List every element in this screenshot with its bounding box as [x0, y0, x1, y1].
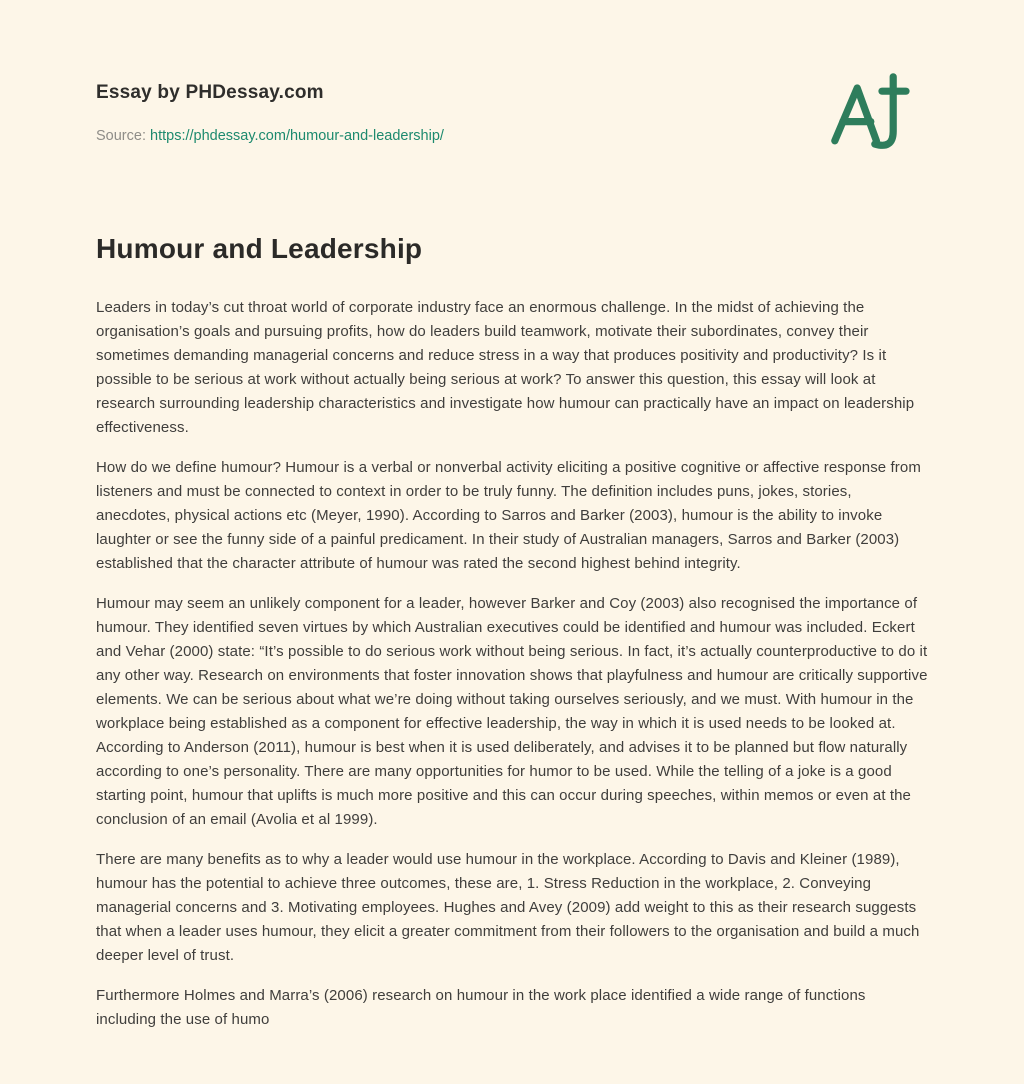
essay-paragraph: Furthermore Holmes and Marra’s (2006) research on humour in the work place identified a wide range of functions including the use of humo	[96, 987, 866, 1028]
essay-byline: Essay by PHDessay.com	[96, 82, 324, 103]
essay-body	[96, 296, 928, 1032]
essay-paragraph: Humour may seem an unlikely component for a leader, however Barker and Coy (2003) also recognised the importance of humour. They identified seven virtues by which Australian executives could be identified and humour was included. Eckert and Vehar (2000) state: “It’s possible to do serious work without being serious. In fact, it’s actually counterproductive to do it any other way. Research on environments that foster innovation shows that playfulness and humour are critically supportive elements. We can be serious about what we’re doing without taking ourselves seriously, and we must. With humour in the workplace being established as a component for effective leadership, the way in which it is used needs to be looked at. According to Anderson (2011), humour is best when it is used deliberately, and advises it to be planned but flow naturally according to one’s personality. There are many opportunities for humor to be used. While the telling of a joke is a good starting point, humour that uplifts is much more positive and this can occur during speeches, within memos or even at the conclusion of an email (Avolia et al 1999).	[96, 595, 928, 828]
essay-paragraph: Leaders in today’s cut throat world of corporate industry face an enormous challenge. In the midst of achieving the organisation’s goals and pursuing profits, how do leaders build teamwork, motivate their subordinates, convey their sometimes demanding managerial concerns and reduce stress in a way that produces positivity and productivity? Is it possible to be serious at work without actually being serious at work? To answer this question, this essay will look at research surrounding leadership characteristics and investigate how humour can practically have an impact on leadership effectiveness.	[96, 299, 915, 436]
source-line	[96, 126, 928, 146]
source-label: Source:	[96, 128, 146, 144]
essay-title: Humour and Leadership	[96, 233, 423, 264]
a-plus-icon	[830, 72, 910, 160]
essay-paragraph: How do we define humour? Humour is a verbal or nonverbal activity eliciting a positive cognitive or affective response from listeners and must be connected to context in order to be truly funny. The definition includes puns, jokes, stories, anecdotes, physical actions etc (Meyer, 1990). According to Sarros and Barker (2003), humour is the ability to invoke laughter or see the funny side of a painful predicament. In their study of Australian managers, Sarros and Barker (2003) established that the character attribute of humour was rated the second highest behind integrity.	[96, 459, 921, 572]
source-link[interactable]: https://phdessay.com/humour-and-leadership/	[150, 128, 444, 144]
phdessay-logo	[830, 72, 910, 160]
essay-paragraph: There are many benefits as to why a leader would use humour in the workplace. According to Davis and Kleiner (1989), humour has the potential to achieve three outcomes, these are, 1. Stress Reduction in the workplace, 2. Conveying managerial concerns and 3. Motivating employees. Hughes and Avey (2009) add weight to this as their research suggests that when a leader uses humour, they elicit a greater commitment from their followers to the organisation and build a much deeper level of trust.	[96, 851, 920, 964]
